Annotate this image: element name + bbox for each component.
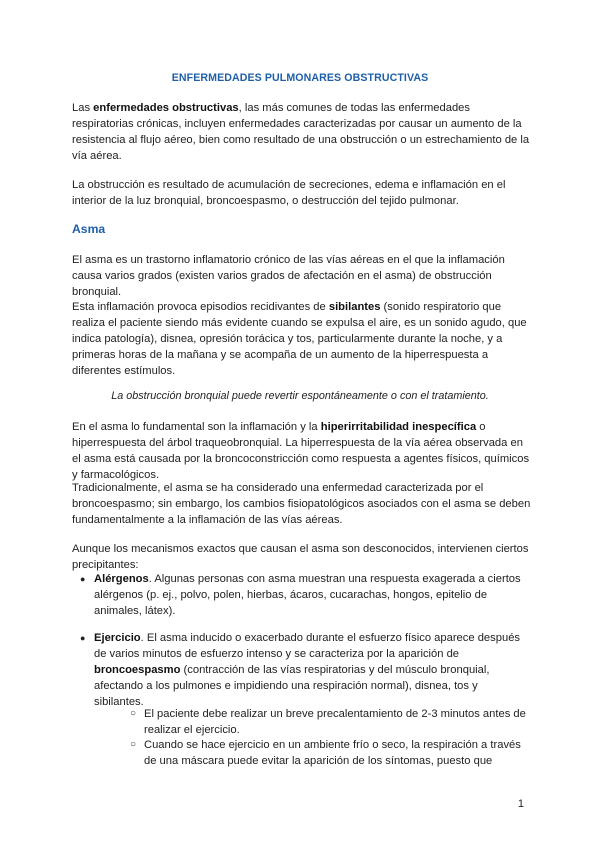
- italic-note: La obstrucción bronquial puede revertir espontáneamente o con el tratamiento.: [111, 390, 489, 402]
- bold-term: hiperirritabilidad inespecífica: [320, 421, 477, 433]
- paragraph-precipitants: Aunque los mecanismos exactos que causan el asma son desconocidos, intervienen ciertos precipitantes:: [72, 543, 529, 571]
- paragraph-text: Esta inflamación provoca episodios recidivantes de: [72, 301, 329, 313]
- paragraph-text: Las: [72, 102, 94, 114]
- bold-term: Alérgenos: [94, 573, 149, 585]
- paragraph-traditionally: Tradicionalmente, el asma se ha considerado una enfermedad caracterizada por el broncoespasmo; sin embargo, los cambios fisiopatológicos asociados con el asma se deben fundamentalmente a la inflamación de las vías aéreas.: [72, 482, 531, 526]
- bold-term: sibilantes: [328, 301, 381, 313]
- list-item-text: . El asma inducido o exacerbado durante el esfuerzo físico aparece después de varios minutos de esfuerzo intenso y se caracteriza por la aparición de: [94, 632, 521, 660]
- sub-list-item: [130, 737, 530, 769]
- paragraph-inflammation: [72, 299, 532, 379]
- document-title: ENFERMEDADES PULMONARES OBSTRUCTIVAS: [171, 72, 429, 84]
- sub-list-item: [130, 706, 530, 738]
- circle-bullet-icon: ○: [130, 739, 137, 750]
- paragraph-obstruction: La obstrucción es resultado de acumulación de secreciones, edema e inflamación en el interior de la luz bronquial, broncoespasmo, o destrucción del tejido pulmonar.: [72, 179, 506, 207]
- paragraph-text: En el asma lo fundamental son la inflamación y la: [72, 421, 321, 433]
- list-item-alergenos: [80, 571, 530, 619]
- bold-term: enfermedades obstructivas: [93, 102, 239, 114]
- bullet-icon: ●: [80, 574, 86, 584]
- section-heading-asma: Asma: [72, 222, 106, 236]
- sub-list-item-text: El paciente debe realizar un breve precalentamiento de 2-3 minutos antes de realizar el ejercicio.: [144, 708, 526, 736]
- circle-bullet-icon: ○: [130, 708, 137, 719]
- bullet-icon: ●: [80, 633, 86, 643]
- bold-term: broncoespasmo: [94, 664, 181, 676]
- page-number: 1: [517, 798, 524, 810]
- sub-list-item-text: Cuando se hace ejercicio en un ambiente frío o seco, la respiración a través de una máscara puede evitar la aparición de los síntomas, puesto que: [144, 739, 521, 767]
- paragraph-text: o hiperrespuesta del árbol traqueobronquial. La hiperrespuesta de la vía aérea observada en el asma está causada por la broncoconstricción como respuesta a agentes físicos, químicos y farmacológicos.: [72, 421, 530, 481]
- list-item-text: (contracción de las vías respiratorias y del músculo bronquial, afectando a los pulmones e impidiendo una respiración normal), disnea, tos y sibilantes.: [94, 664, 490, 708]
- paragraph-intro: [72, 100, 532, 164]
- list-item-ejercicio: [80, 630, 530, 710]
- paragraph-hyperirritability: [72, 419, 532, 483]
- list-item-text: . Algunas personas con asma muestran una respuesta exagerada a ciertos alérgenos (p. ej., polvo, polen, hierbas, ácaros, cucarachas, hongos, epitelio de animales, látex).: [94, 573, 521, 617]
- paragraph-text: , las más comunes de todas las enfermedades respiratorias crónicas, incluyen enfermedades caracterizadas por causar un aumento de la resistencia al flujo aéreo, bien como resultado de una obstrucción o un estrechamiento de la vía aérea.: [72, 102, 530, 162]
- paragraph-asma-definition: El asma es un trastorno inflamatorio crónico de las vías aéreas en el que la inflamación causa varios grados (existen varios grados de afectación en el asma) de obstrucción bronquial.: [72, 254, 505, 298]
- bold-term: Ejercicio: [94, 632, 141, 644]
- paragraph-text: (sonido respiratorio que realiza el paciente siendo más evidente cuando se expulsa el aire, es un sonido agudo, que indica patología), disnea, opresión torácica y tos, particularmente durante la noche, y a primeras horas de la mañana y se acompaña de un aumento de la hiperrespuesta a diferentes estímulos.: [72, 301, 527, 377]
